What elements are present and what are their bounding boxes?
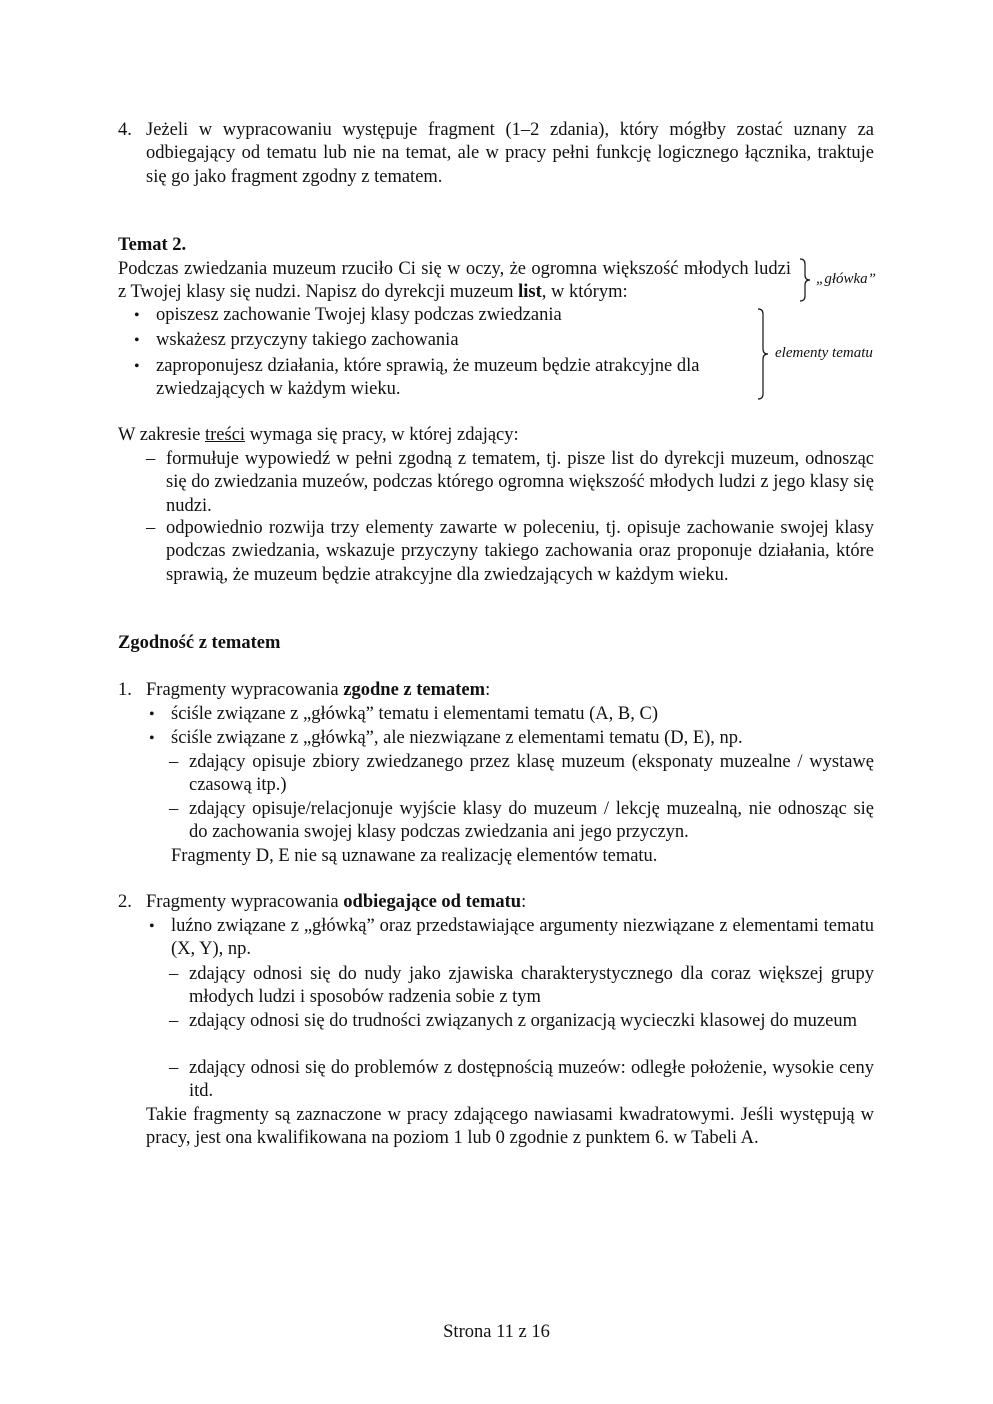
compliance-item-2-dash-2 bbox=[189, 1010, 874, 1033]
compliance-item-2 bbox=[118, 891, 874, 914]
compliance-item-1-note bbox=[171, 845, 874, 868]
intro-item-text: Jeżeli w wypracowaniu występuje fragment (1–2 zdania), który mógłby zostać uznany za odbiegający od tematu lub nie na temat, ale w pracy pełni funkcję logicznego łącznika, traktuje się go jako fragment zgodny z tematem. bbox=[146, 120, 874, 187]
compliance-heading-text: Zgodność z tematem bbox=[118, 633, 281, 653]
compliance-item-2-dash-3-text: zdający odnosi się do problemów z dostępnością muzeów: odległe położenie, wysokie ceny itd. bbox=[189, 1058, 874, 1102]
compliance-item-2-dash-2-text: zdający odnosi się do trudności związanych z organizacją wycieczki klasowej do muzeum bbox=[189, 1011, 857, 1031]
label-head: „główka” bbox=[816, 271, 877, 287]
compliance-item-1-dash-2 bbox=[189, 798, 874, 845]
topic-bullet-1 bbox=[156, 304, 756, 327]
brace-head-icon bbox=[798, 258, 812, 302]
page-number: Strona 11 z 16 bbox=[443, 1322, 550, 1342]
compliance-item-2-lead bbox=[146, 891, 874, 914]
content-req-dash-1-text: formułuje wypowiedź w pełni zgodną z tematem, tj. pisze list do dyrekcji muzeum, odnosząc się do zwiedzania muzeów, podczas którego ogromna większość młodych ludzi z jego klasy się nudzi. bbox=[166, 449, 874, 516]
compliance-item-2-tail: : bbox=[521, 892, 527, 912]
topic-prompt-part1: Podczas zwiedzania muzeum rzuciło Ci się w oczy, że ogromna większość młodych ludzi z Twojej klasy się nudzi. Napisz do dyrekcji muzeum bbox=[118, 259, 791, 303]
label-elements: elementy tematu bbox=[775, 345, 873, 361]
compliance-item-1-dash-2-text: zdający opisuje/relacjonuje wyjście klasy do muzeum / lekcję muzealną, nie odnosząc się do zachowania swojej klasy podczas zwiedzania ani jego przyczyn. bbox=[189, 799, 874, 843]
compliance-item-2-dash-1 bbox=[189, 963, 874, 1010]
page-footer bbox=[0, 1322, 993, 1343]
content-req-dash-2 bbox=[166, 517, 874, 587]
content-req-intro-post: wymaga się pracy, w której zdający: bbox=[245, 425, 519, 445]
compliance-item-1-bullet-1-text: ściśle związane z „główką” tematu i elementami tematu (A, B, C) bbox=[171, 704, 658, 724]
topic-prompt-part2: , w którym: bbox=[541, 282, 628, 303]
compliance-heading bbox=[118, 632, 280, 655]
intro-item-number: 4. bbox=[118, 120, 132, 140]
topic-bullet-3-text: zaproponujesz działania, które sprawią, że muzeum będzie atrakcyjne dla zwiedzających w każdym wieku. bbox=[156, 355, 700, 399]
content-req-intro-underlined: treści bbox=[204, 425, 246, 445]
compliance-item-1-lead-text: Fragmenty wypracowania bbox=[146, 680, 344, 700]
topic-heading-text: Temat 2. bbox=[118, 235, 187, 255]
compliance-item-2-bullet-1-text: luźno związane z „główką” oraz przedstawiające argumenty niezwiązane z elementami tematu (X, Y), np. bbox=[171, 916, 874, 960]
compliance-item-2-bold: odbiegające od tematu bbox=[343, 892, 522, 912]
compliance-item-1-dash-1 bbox=[189, 751, 874, 798]
content-req-dash-1 bbox=[166, 448, 874, 518]
compliance-item-1-note-text: Fragmenty D, E nie są uznawane za realizację elementów tematu. bbox=[171, 846, 658, 866]
compliance-item-2-note bbox=[146, 1104, 874, 1151]
compliance-item-2-note-text: Takie fragmenty są zaznaczone w pracy zdającego nawiasami kwadratowymi. Jeśli występują w pracy, jest ona kwalifikowana na poziom 1 lub 0 zgodnie z punktem 6. w Tabeli A. bbox=[146, 1105, 874, 1149]
compliance-item-1-bullet-2 bbox=[171, 727, 874, 750]
compliance-item-1-number: 1. bbox=[118, 680, 132, 700]
content-req-intro-pre: W zakresie bbox=[118, 425, 205, 445]
intro-item bbox=[118, 119, 874, 189]
compliance-item-1-bullet-1 bbox=[171, 703, 874, 726]
topic-bullet-2 bbox=[156, 329, 756, 352]
compliance-item-1-lead bbox=[146, 679, 874, 702]
compliance-item-2-dash-1-text: zdający odnosi się do nudy jako zjawiska charakterystycznego dla coraz większej grupy młodych ludzi i sposobów radzenia sobie z tym bbox=[189, 964, 874, 1008]
topic-bullet-1-text: opiszesz zachowanie Twojej klasy podczas zwiedzania bbox=[156, 305, 562, 325]
compliance-item-1 bbox=[118, 679, 874, 702]
compliance-item-1-bullet-2-text: ściśle związane z „główką”, ale niezwiązane z elementami tematu (D, E), np. bbox=[171, 728, 743, 748]
compliance-item-1-dash-1-text: zdający opisuje zbiory zwiedzanego przez klasę muzeum (eksponaty muzealne / wystawę czasową itp.) bbox=[189, 752, 874, 796]
compliance-item-2-lead-text: Fragmenty wypracowania bbox=[146, 892, 344, 912]
compliance-item-2-dash-3 bbox=[189, 1057, 874, 1104]
topic-bullets bbox=[156, 304, 756, 401]
content-req-dash-2-text: odpowiednio rozwija trzy elementy zawarte w poleceniu, tj. opisuje zachowanie swojej klasy podczas zwiedzania, wskazuje przyczyny takiego zachowania oraz proponuje działania, które sprawią, że muzeum będzie atrakcyjne dla zwiedzających w każdym wieku. bbox=[166, 518, 874, 585]
topic-prompt-bold: list bbox=[518, 282, 542, 303]
topic-heading bbox=[118, 234, 186, 257]
brace-elements-icon bbox=[756, 308, 770, 400]
topic-bullet-2-text: wskażesz przyczyny takiego zachowania bbox=[156, 330, 459, 351]
compliance-item-2-number: 2. bbox=[118, 892, 132, 912]
topic-prompt bbox=[118, 258, 791, 305]
compliance-item-2-bullet-1 bbox=[171, 915, 874, 962]
content-req-intro bbox=[118, 424, 874, 447]
topic-bullet-3 bbox=[156, 355, 756, 402]
compliance-item-1-tail: : bbox=[485, 680, 491, 700]
compliance-item-1-bold: zgodne z tematem bbox=[343, 680, 486, 700]
